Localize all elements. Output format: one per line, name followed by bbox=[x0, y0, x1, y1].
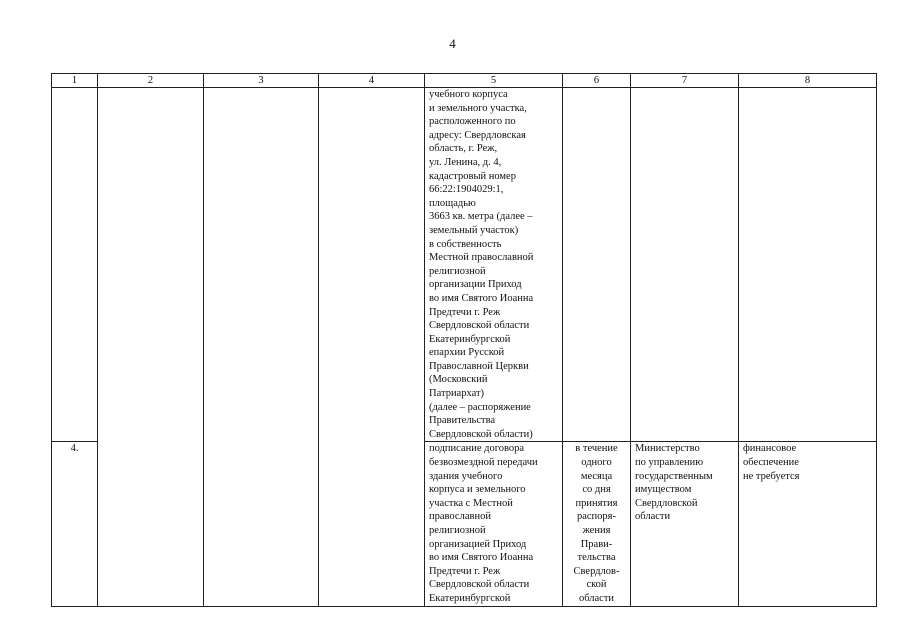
text-line: православной bbox=[429, 511, 491, 523]
text-line: Православной Церкви bbox=[429, 360, 529, 372]
text-line: религиозной bbox=[429, 265, 486, 277]
text-line: подписание договора bbox=[429, 443, 525, 455]
text-line: земельный участок) bbox=[429, 224, 519, 236]
text-line: кадастровый номер bbox=[429, 170, 516, 182]
text-line: финансовое bbox=[743, 443, 797, 455]
column-header-3: 3 bbox=[204, 74, 319, 88]
column-header-6: 6 bbox=[563, 74, 631, 88]
cell-deadline bbox=[563, 88, 631, 442]
text-line: Екатеринбургской bbox=[429, 333, 511, 345]
cell-col3 bbox=[204, 88, 319, 607]
text-line: имуществом bbox=[635, 484, 692, 496]
column-header-8: 8 bbox=[739, 74, 877, 88]
text-line: в течение bbox=[575, 443, 618, 455]
text-line: религиозной bbox=[429, 525, 486, 536]
text-line: Свердловской области) bbox=[429, 428, 533, 440]
text-line: Патриархат) bbox=[429, 388, 485, 400]
text-line: Предтечи г. Реж bbox=[429, 565, 501, 577]
text-line: принятия bbox=[575, 497, 618, 509]
column-header-7: 7 bbox=[631, 74, 739, 88]
text-line: (далее – распоряжение bbox=[429, 401, 531, 413]
cell-responsible bbox=[631, 88, 739, 442]
cell-number bbox=[52, 88, 98, 442]
text-line: (Московский bbox=[429, 374, 488, 386]
text-line: безвозмездной передачи bbox=[429, 457, 538, 469]
text-line: организации Приход bbox=[429, 279, 522, 291]
text-line: Свердловской bbox=[635, 497, 698, 509]
text-line: корпуса и земельного bbox=[429, 484, 526, 496]
cell-financing bbox=[739, 442, 877, 606]
text-line: Свердловской области bbox=[429, 320, 530, 332]
text-line: во имя Святого Иоанна bbox=[429, 292, 534, 304]
text-line: Прави- bbox=[580, 538, 613, 550]
text-line: 66:22:1904029:1, bbox=[429, 184, 504, 196]
text-line: области bbox=[578, 592, 615, 604]
table-row-continued bbox=[52, 88, 877, 442]
text-line: адресу: Свердловская bbox=[429, 129, 526, 141]
page-number: 4 bbox=[449, 36, 456, 51]
cell-responsible bbox=[631, 442, 739, 606]
cell-col4 bbox=[319, 88, 425, 607]
row-number: 4. bbox=[52, 442, 98, 606]
column-header-2: 2 bbox=[98, 74, 204, 88]
text-line: Местной православной bbox=[429, 252, 534, 264]
text-line: одного bbox=[581, 457, 612, 469]
text-line: обеспечение bbox=[743, 457, 799, 469]
text-line: не требуется bbox=[743, 470, 800, 482]
cell-col2 bbox=[98, 88, 204, 607]
text-line: ул. Ленина, д. 4, bbox=[429, 156, 502, 168]
text-line: Министерство bbox=[635, 443, 700, 455]
text-line: по управлению bbox=[635, 457, 704, 469]
text-line: учебного корпуса bbox=[429, 89, 508, 100]
text-line: в собственность bbox=[429, 238, 502, 250]
text-line: 3663 кв. метра (далее – bbox=[429, 211, 533, 223]
text-line: во имя Святого Иоанна bbox=[429, 552, 534, 564]
text-line: организацией Приход bbox=[429, 538, 527, 550]
text-line: Правительства bbox=[429, 415, 496, 427]
text-line: ской bbox=[586, 579, 607, 591]
text-line: Свердловской области bbox=[429, 579, 530, 591]
column-header-1: 1 bbox=[52, 74, 98, 88]
cell-measure-continued bbox=[425, 88, 563, 442]
text-line: Предтечи г. Реж bbox=[429, 306, 501, 318]
text-line: площадью bbox=[429, 197, 476, 209]
measures-table bbox=[51, 73, 877, 607]
text-line: Свердлов- bbox=[573, 565, 620, 577]
text-line: и земельного участка, bbox=[429, 102, 527, 114]
cell-measure bbox=[425, 442, 563, 606]
header-row bbox=[52, 74, 877, 88]
text-line: Екатеринбургской bbox=[429, 592, 511, 604]
text-line: тельства bbox=[577, 552, 616, 564]
text-line: государственным bbox=[635, 470, 713, 482]
text-line: область, г. Реж, bbox=[429, 143, 498, 155]
text-line: жения bbox=[582, 525, 611, 536]
text-line: распоря- bbox=[576, 511, 617, 523]
text-line: месяца bbox=[580, 470, 613, 482]
text-line: здания учебного bbox=[429, 470, 503, 482]
text-line: со дня bbox=[582, 484, 611, 496]
text-line: епархии Русской bbox=[429, 347, 505, 359]
column-header-4: 4 bbox=[319, 74, 425, 88]
text-line: участка с Местной bbox=[429, 497, 513, 509]
text-line: области bbox=[635, 511, 671, 523]
cell-deadline bbox=[563, 442, 631, 606]
text-line: расположенного по bbox=[429, 116, 516, 128]
cell-financing bbox=[739, 88, 877, 442]
column-header-5: 5 bbox=[425, 74, 563, 88]
